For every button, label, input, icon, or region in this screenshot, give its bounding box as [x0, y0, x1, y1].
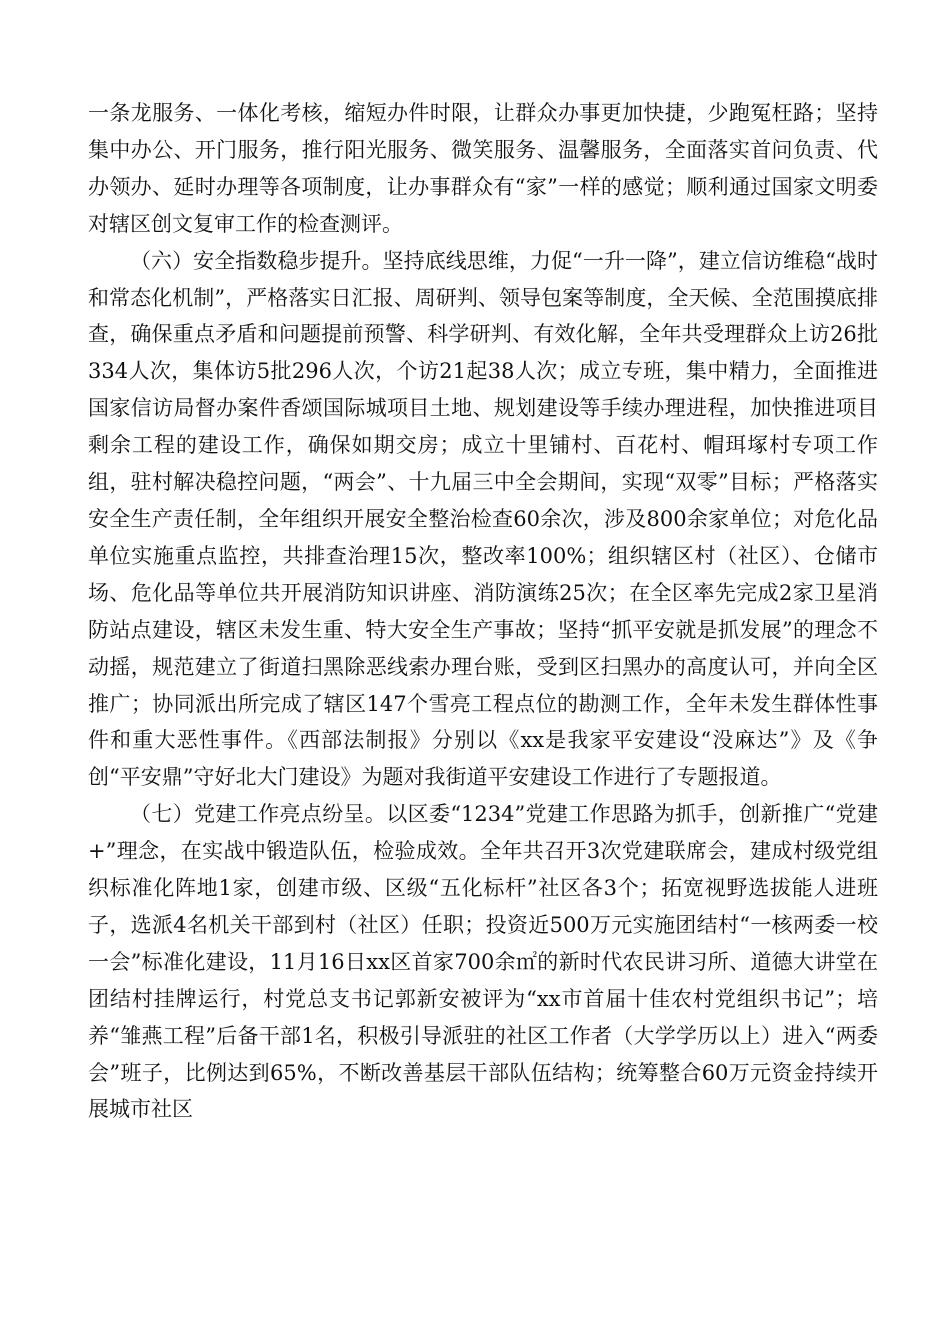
paragraph-service: 一条龙服务、一体化考核，缩短办件时限，让群众办事更加快捷，少跑冤枉路；坚持集中办公、开门服务，推行阳光服务、微笑服务、温馨服务，全面落实首问负责、代办领办、延时办理等各项制度，让办事群众有“家”一样的感觉；顺利通过国家文明委对辖区创文复审工作的检查测评。: [88, 101, 878, 236]
document-body: [88, 95, 878, 1128]
paragraph-party-building: （七）党建工作亮点纷呈。以区委“1234”党建工作思路为抓手，创新推广“党建+”理念，在实战中锻造队伍，检验成效。全年共召开3次党建联席会，建成村级党组织标准化阵地1家，创建市级、区级“五化标杆”社区各3个；拓宽视野选拔能人进班子，选派4名机关干部到村（社区）任职；投资近500万元实施团结村“一核两委一校一会”标准化建设，11月16日xx区首家700余㎡的新时代农民讲习所、道德大讲堂在团结村挂牌运行，村党总支书记郭新安被评为“xx市首届十佳农村党组织书记”；培养“雏燕工程”后备干部1名，积极引导派驻的社区工作者（大学学历以上）进入“两委会”班子，比例达到65%，不断改善基层干部队伍结构；统筹整合60万元资金持续开展城市社区: [88, 802, 878, 1122]
paragraph-safety: （六）安全指数稳步提升。坚持底线思维，力促“一升一降”，建立信访维稳“战时和常态化机制”，严格落实日汇报、周研判、领导包案等制度，全天候、全范围摸底排查，确保重点矛盾和问题提前预警、科学研判、有效化解，全年共受理群众上访26批334人次，集体访5批296人次，个访21起38人次；成立专班，集中精力，全面推进国家信访局督办案件香颂国际城项目土地、规划建设等手续办理进程，加快推进项目剩余工程的建设工作，确保如期交房；成立十里铺村、百花村、帽珥塚村专项工作组，驻村解决稳控问题，“两会”、十九届三中全会期间，实现“双零”目标；严格落实安全生产责任制，全年组织开展安全整治检查60余次，涉及800余家单位；对危化品单位实施重点监控，共排查治理15次，整改率100%；组织辖区村（社区）、仓储市场、危化品等单位共开展消防知识讲座、消防演练25次；在全区率先完成2家卫星消防站点建设，辖区未发生重、特大安全生产事故；坚持“抓平安就是抓发展”的理念不动摇，规范建立了街道扫黑除恶线索办理台账，受到区扫黑办的高度认可，并向全区推广；协同派出所完成了辖区147个雪亮工程点位的勘测工作，全年未发生群体性事件和重大恶性事件。《西部法制报》分别以《xx是我家平安建设“没麻达”》及《争创“平安鼎”守好北大门建设》为题对我街道平安建设工作进行了专题报道。: [88, 248, 878, 790]
